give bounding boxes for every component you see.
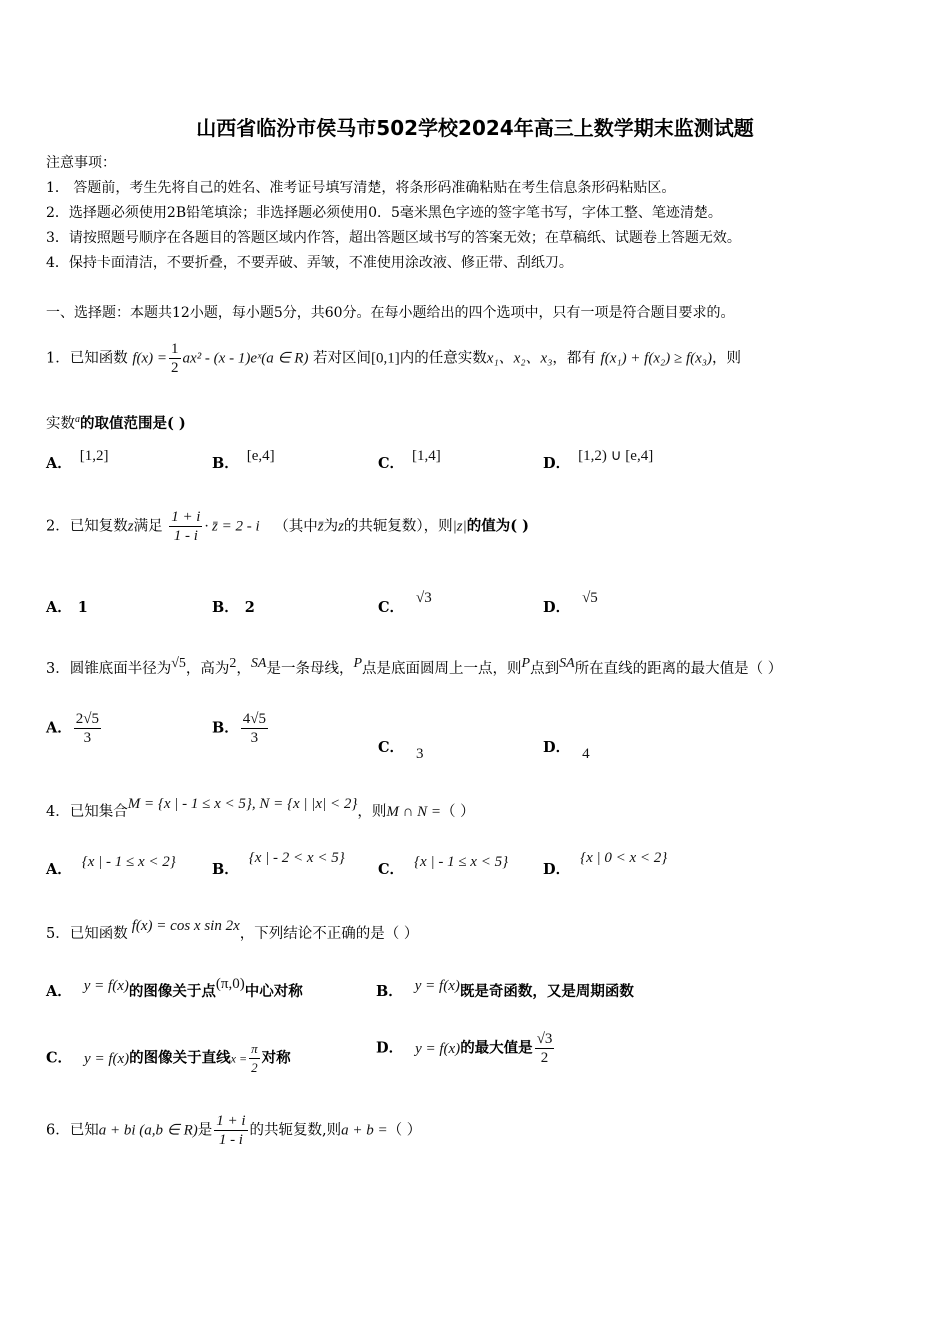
question-4-option-a: A． {x | - 1 ≤ x < 2} — [46, 854, 176, 878]
notice-item: 3．请按照题号顺序在各题目的答题区域内作答，超出答题区域书写的答案无效；在草稿纸、试题卷上答题无效。 — [46, 230, 741, 246]
question-3-option-d: D． 4 — [543, 739, 590, 762]
question-1-stem: 1．已知函数 f(x) = $\frac{1}{2}$ ax² - (x - 1)eˣ(a ∈ R) 若对区间[0,1]内的任意实数x₁、x₂、x₃，都有 f(x₁) + f(x₂) ≥ f(x₃)，则 — [46, 341, 741, 376]
notice-heading: 注意事项： — [46, 155, 116, 171]
fraction: $\frac{1}{2}$ — [171, 341, 179, 376]
question-5-stem: 5．已知函数 f(x) = cos x sin 2x，下列结论不正确的是（ ） — [46, 918, 419, 942]
notice-item: 2．选择题必须使用2B铅笔填涂；非选择题必须使用0．5毫米黑色字迹的签字笔书写，字体工整、笔迹清楚。 — [46, 205, 722, 221]
question-1-option-a: A． [1,2] — [46, 448, 109, 472]
notice-item: 1． 答题前，考生先将自己的姓名、准考证号填写清楚，将条形码准确粘贴在考生信息条形码粘贴区。 — [46, 180, 676, 196]
question-1-option-b: B． [e,4] — [212, 448, 275, 472]
question-5-option-c: C． y = f(x)的图像关于直线x = $\frac{\pi}{2}$ 对称 — [46, 1041, 291, 1075]
question-5-option-d: D． y = f(x)的最大值是 $\frac{√3}{2}$ — [376, 1031, 553, 1066]
question-2-stem: 2．已知复数z满足 $\frac{1 + i}{1 - i}$ · z̄ = 2 - i （其中z̄为z的共轭复数），则|z|的值为( ) — [46, 509, 530, 544]
question-4-option-c: C． {x | - 1 ≤ x < 5} — [378, 854, 509, 878]
question-3-option-c: C． 3 — [378, 739, 424, 762]
question-5-option-b: B． y = f(x)既是奇函数，又是周期函数 — [376, 978, 634, 1000]
question-3-option-b: B． $\frac{4√5}{3}$ — [212, 711, 266, 746]
notice-item: 4．保持卡面清洁，不要折叠，不要弄破、弄皱，不准使用涂改液、修正带、刮纸刀。 — [46, 255, 573, 271]
question-2-option-a: A． 1 — [46, 599, 88, 616]
question-4-option-d: D．{x | 0 < x < 2} — [543, 850, 668, 878]
page-title: 山西省临汾市侯马市502学校2024年高三上数学期末监测试题 — [196, 116, 754, 140]
fraction: $\frac{1 + i}{1 - i}$ — [171, 509, 201, 544]
question-3-stem: 3．圆锥底面半径为√5，高为2，SA是一条母线，P点是底面圆周上一点，则P点到SA所在直线的距离的最大值是（ ） — [46, 656, 783, 677]
question-4-option-b: B．{x | - 2 < x < 5} — [212, 850, 345, 878]
question-2-option-c: C．√3 — [378, 590, 432, 616]
question-1-option-c: C． [1,4] — [378, 448, 441, 472]
question-2-option-d: D．√5 — [543, 590, 598, 616]
question-1-stem-line2: 实数$^a$的取值范围是( ) — [46, 414, 186, 432]
question-1-option-d: D． [1,2) ∪ [e,4] — [543, 448, 654, 472]
question-5-option-a: A． y = f(x)的图像关于点(π,0)中心对称 — [46, 976, 303, 1000]
question-2-option-b: B． 2 — [212, 599, 255, 616]
question-4-stem: 4．已知集合M = {x | - 1 ≤ x < 5}, N = {x | |x| < 2}，则M ∩ N =（ ） — [46, 796, 475, 820]
question-6-stem: 6．已知a + bi (a,b ∈ R)是 $\frac{1 + i}{1 - i}$ 的共轭复数,则a + b =（ ） — [46, 1113, 422, 1148]
question-3-option-a: A． $\frac{2√5}{3}$ — [46, 711, 99, 746]
fraction: $\frac{1 + i}{1 - i}$ — [216, 1113, 246, 1148]
section-heading: 一、选择题：本题共12小题，每小题5分，共60分。在每小题给出的四个选项中，只有一项是符合题目要求的。 — [46, 305, 735, 321]
